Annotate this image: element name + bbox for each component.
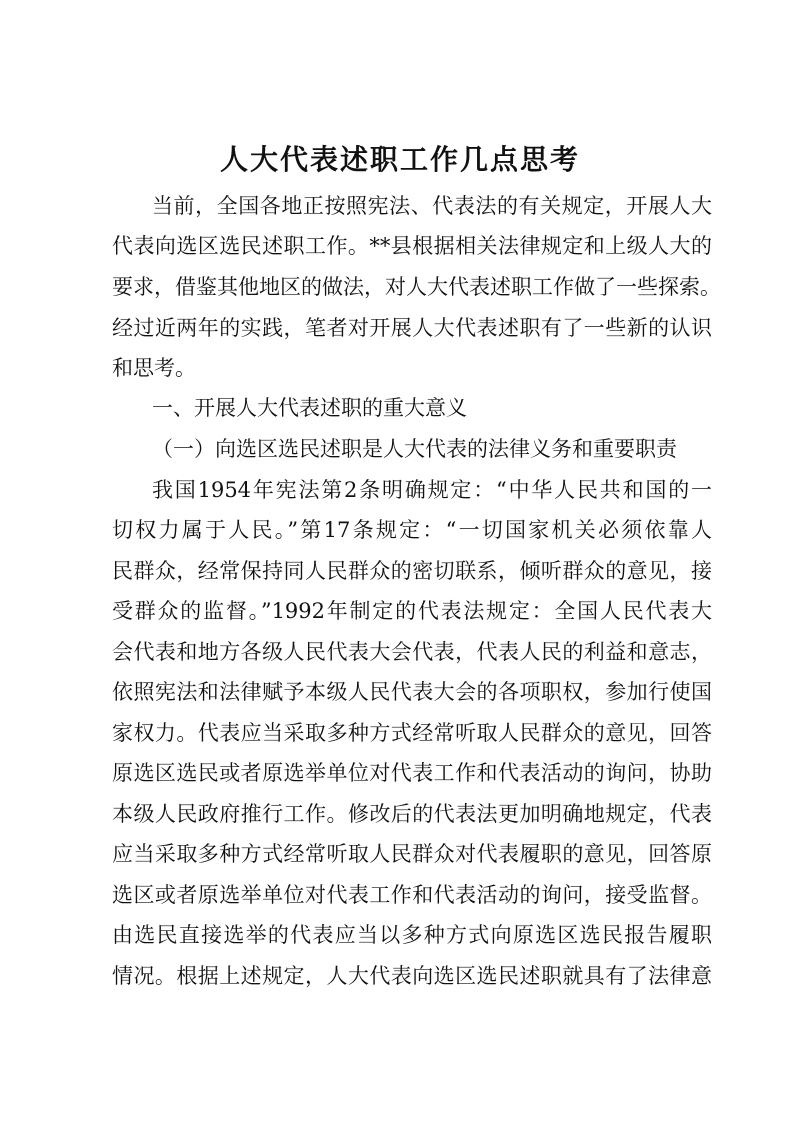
subsection-heading: （一）向选区选民述职是人大代表的法律义务和重要职责 bbox=[152, 437, 677, 461]
paragraph-line: 要求，借鉴其他地区的做法，对人大代表述职工作做了一些探索。 bbox=[112, 275, 721, 299]
paragraph-line: 选区或者原选举单位对代表工作和代表活动的询问，接受监督。 bbox=[112, 883, 712, 907]
paragraph-line: 本级人民政府推行工作。修改后的代表法更加明确地规定，代表 bbox=[112, 802, 712, 826]
paragraph-line: 民群众，经常保持同人民群众的密切联系，倾听群众的意见，接 bbox=[112, 559, 712, 583]
paragraph-line: 应当采取多种方式经常听取人民群众对代表履职的意见，回答原 bbox=[112, 842, 712, 866]
paragraph-line: 当前，全国各地正按照宪法、代表法的有关规定，开展人大 bbox=[152, 194, 712, 218]
paragraph-line: 家权力。代表应当采取多种方式经常听取人民群众的意见，回答 bbox=[112, 721, 712, 745]
paragraph-line: 和思考。 bbox=[112, 356, 196, 380]
paragraph-line: 情况。根据上述规定，人大代表向选区选民述职就具有了法律意 bbox=[112, 964, 712, 988]
paragraph-line: 受群众的监督。”1992年制定的代表法规定：全国人民代表大 bbox=[112, 599, 712, 623]
document-title: 人大代表述职工作几点思考 bbox=[219, 143, 580, 176]
paragraph-line: 依照宪法和法律赋予本级人民代表大会的各项职权，参加行使国 bbox=[112, 680, 712, 704]
paragraph-line: 我国1954年宪法第2条明确规定：“中华人民共和国的一 bbox=[152, 478, 712, 502]
paragraph-line: 切权力属于人民。”第17条规定：“一切国家机关必须依靠人 bbox=[112, 518, 712, 542]
paragraph-line: 由选民直接选举的代表应当以多种方式向原选区选民报告履职 bbox=[112, 923, 712, 947]
paragraph-line: 经过近两年的实践，笔者对开展人大代表述职有了一些新的认识 bbox=[112, 316, 712, 340]
paragraph-line: 代表向选区选民述职工作。**县根据相关法律规定和上级人大的 bbox=[112, 234, 712, 258]
paragraph-line: 会代表和地方各级人民代表大会代表，代表人民的利益和意志， bbox=[112, 640, 712, 664]
paragraph-line: 原选区选民或者原选举单位对代表工作和代表活动的询问，协助 bbox=[112, 761, 712, 785]
section-heading: 一、开展人大代表述职的重大意义 bbox=[152, 396, 467, 420]
